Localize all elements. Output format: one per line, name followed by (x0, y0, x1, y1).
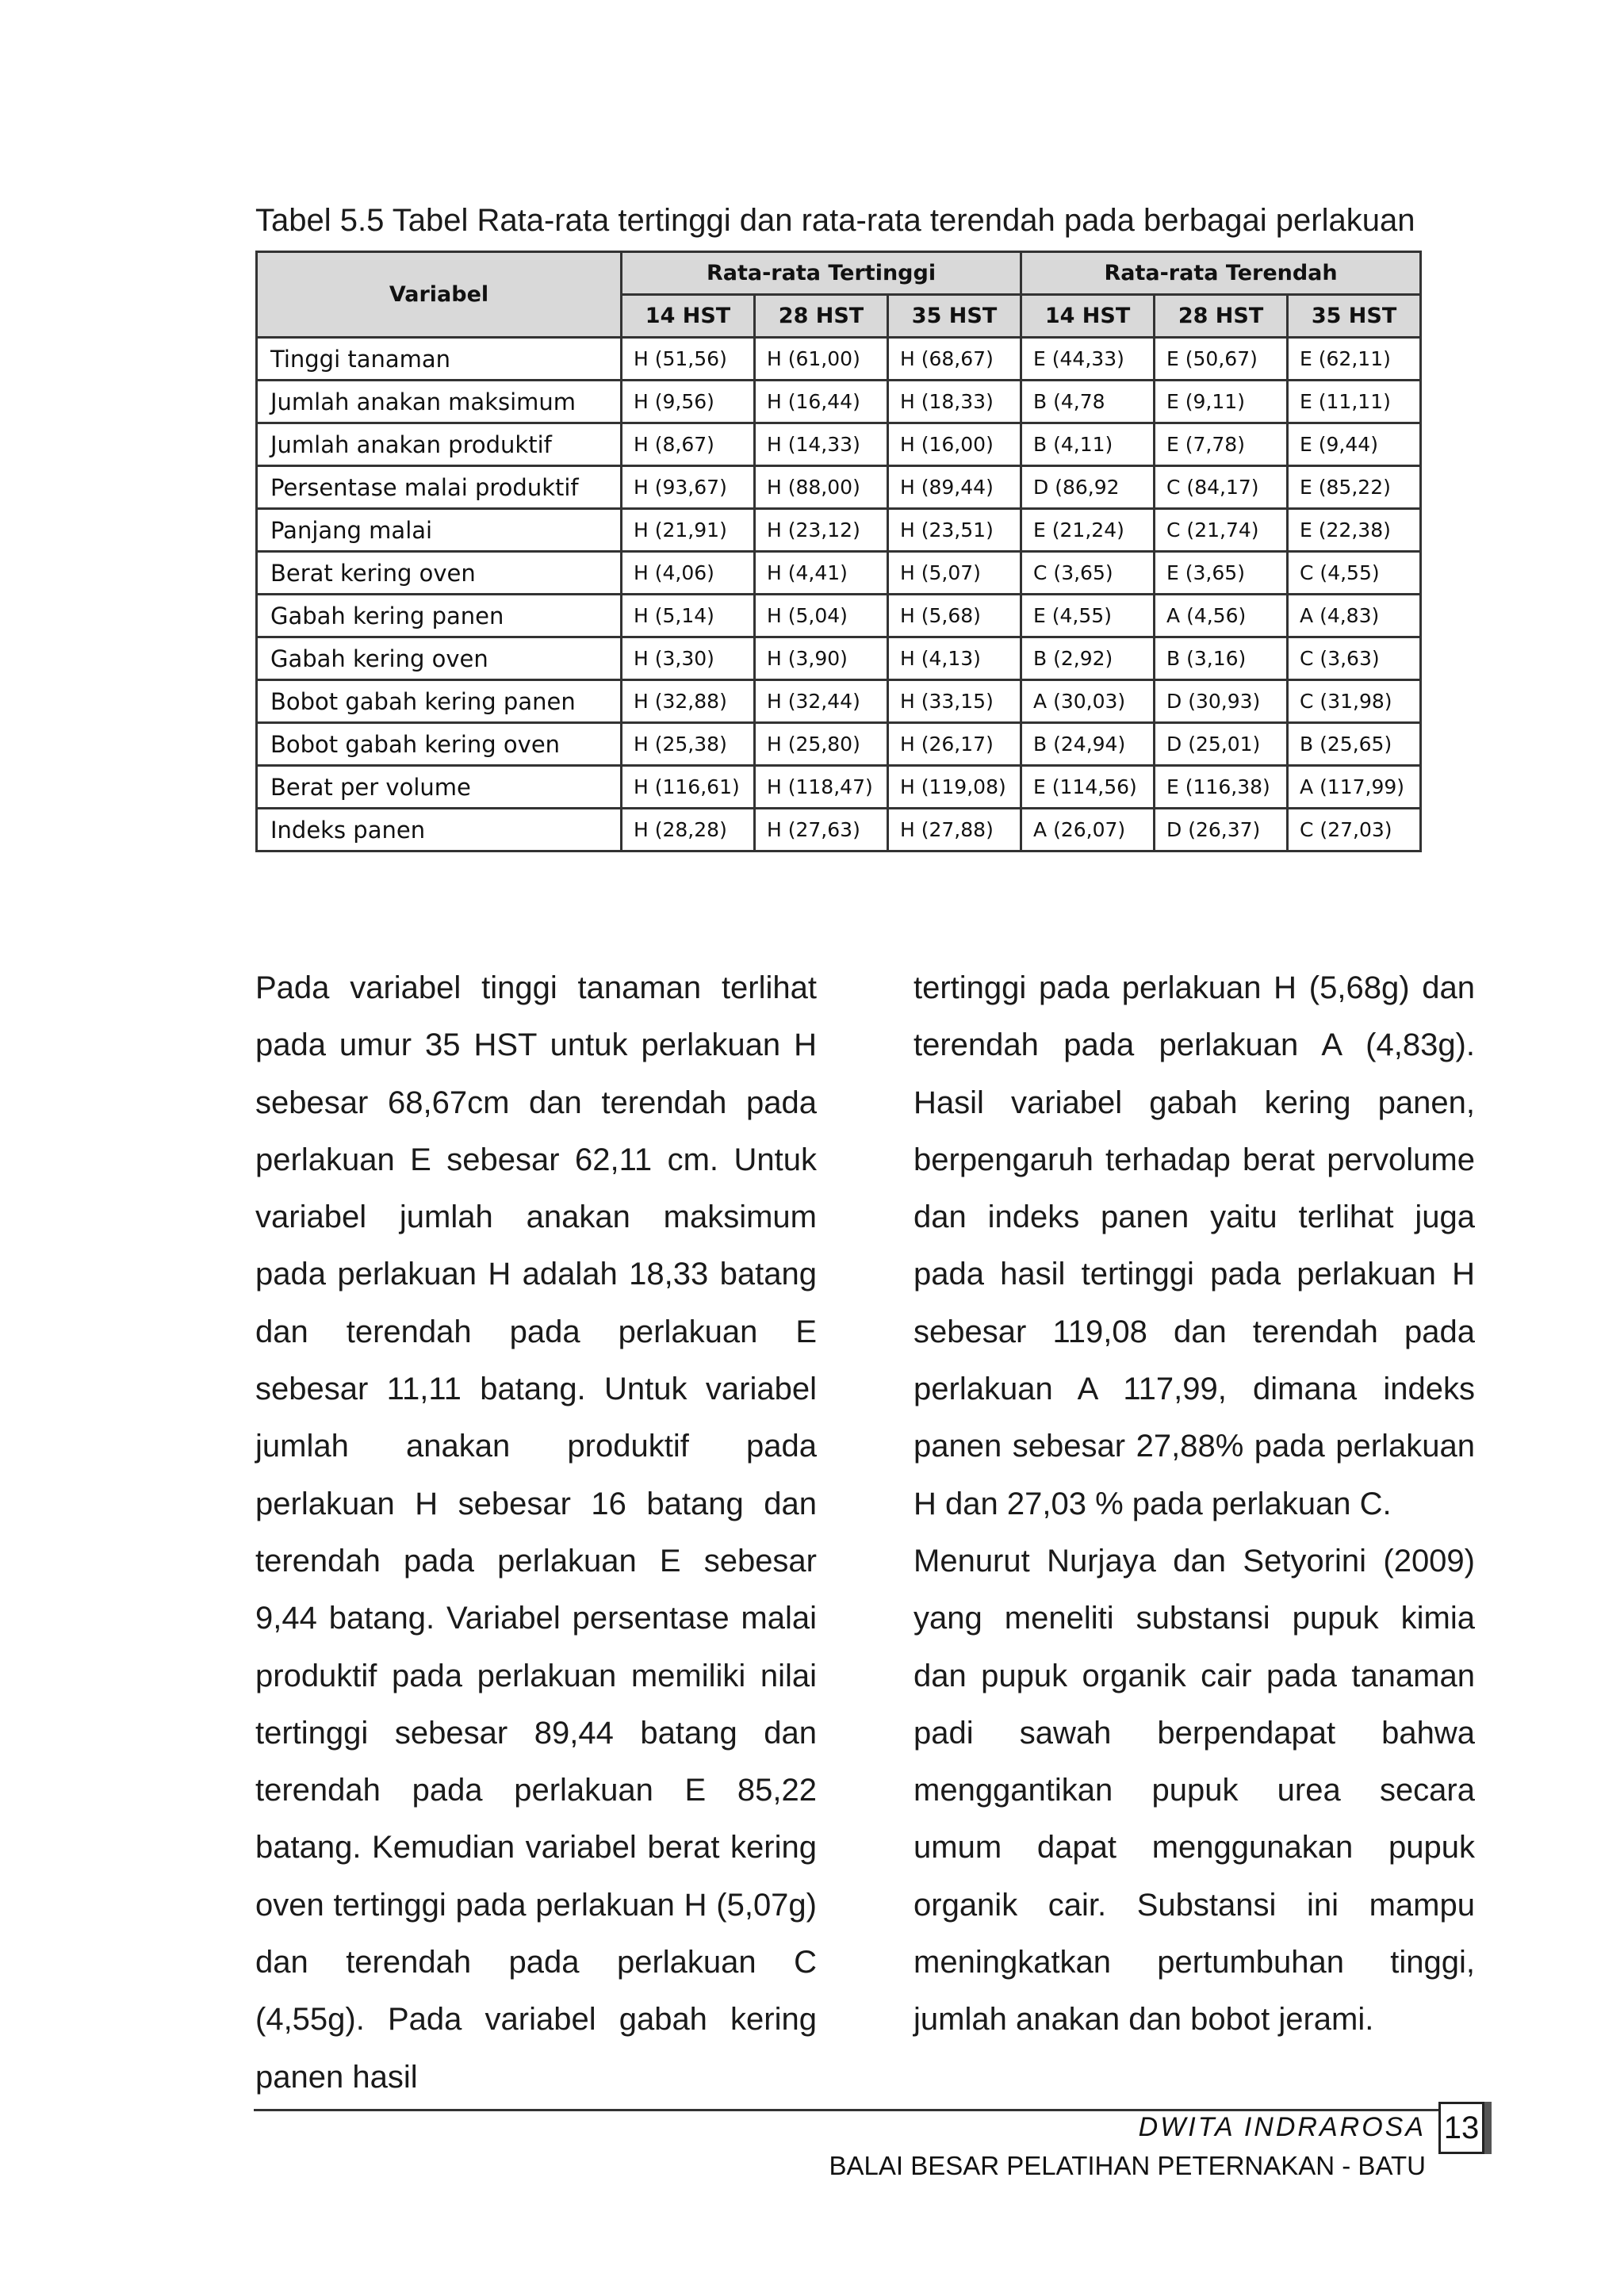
footer-author: DWITA INDRAROSA (1138, 2112, 1426, 2142)
value-cell: H (5,07) (888, 552, 1021, 595)
table-row (257, 766, 1421, 809)
value-cell: H (8,67) (622, 423, 755, 466)
variable-cell: Jumlah anakan produktif (257, 423, 622, 466)
value-cell: E (7,78) (1155, 423, 1288, 466)
value-cell: B (3,16) (1155, 637, 1288, 680)
variable-cell: Gabah kering oven (257, 637, 622, 680)
value-cell: A (4,56) (1155, 595, 1288, 637)
value-cell: E (50,67) (1155, 338, 1288, 381)
value-cell: E (21,24) (1021, 509, 1155, 552)
table-body (257, 338, 1421, 851)
data-table (255, 251, 1422, 852)
value-cell: H (21,91) (622, 509, 755, 552)
value-cell: A (26,07) (1021, 809, 1155, 851)
value-cell: E (116,38) (1155, 766, 1288, 809)
value-cell: C (3,63) (1288, 637, 1421, 680)
table-row (257, 338, 1421, 381)
value-cell: H (5,68) (888, 595, 1021, 637)
variable-cell: Bobot gabah kering oven (257, 723, 622, 766)
value-cell: H (25,38) (622, 723, 755, 766)
value-cell: A (117,99) (1288, 766, 1421, 809)
table-row (257, 680, 1421, 723)
value-cell: E (9,11) (1155, 381, 1288, 423)
header-group-low: Rata-rata Terendah (1021, 252, 1421, 295)
value-cell: H (27,63) (755, 809, 888, 851)
header-sub-column: 35 HST (1288, 295, 1421, 338)
value-cell: D (25,01) (1155, 723, 1288, 766)
value-cell: C (4,55) (1288, 552, 1421, 595)
value-cell: H (88,00) (755, 466, 888, 509)
value-cell: H (51,56) (622, 338, 755, 381)
table-row (257, 423, 1421, 466)
value-cell: B (2,92) (1021, 637, 1155, 680)
header-sub-column: 14 HST (1021, 295, 1155, 338)
value-cell: C (3,65) (1021, 552, 1155, 595)
value-cell: H (4,41) (755, 552, 888, 595)
value-cell: E (114,56) (1021, 766, 1155, 809)
value-cell: H (93,67) (622, 466, 755, 509)
table-row (257, 466, 1421, 509)
value-cell: H (119,08) (888, 766, 1021, 809)
paragraph: tertinggi pada perlakuan H (5,68g) dan terendah pada perlakuan A (4,83g). Hasil variabel gabah kering panen, berpengaruh terhadap berat pervolume dan indeks panen yaitu terlihat juga pada hasil tertinggi pada perlakuan H sebesar 119,08 dan terendah pada perlakuan A 117,99, dimana indeks panen sebesar 27,88% pada perlakuan H dan 27,03 % pada perlakuan C. (914, 970, 1475, 1521)
value-cell: B (4,11) (1021, 423, 1155, 466)
value-cell: H (16,00) (888, 423, 1021, 466)
table-row (257, 809, 1421, 851)
left-column (255, 959, 817, 2106)
right-column (914, 959, 1475, 2049)
value-cell: E (9,44) (1288, 423, 1421, 466)
variable-cell: Berat per volume (257, 766, 622, 809)
footer-divider (254, 2109, 1491, 2111)
value-cell: H (3,90) (755, 637, 888, 680)
value-cell: E (3,65) (1155, 552, 1288, 595)
value-cell: H (28,28) (622, 809, 755, 851)
value-cell: H (27,88) (888, 809, 1021, 851)
value-cell: E (4,55) (1021, 595, 1155, 637)
table-row (257, 509, 1421, 552)
value-cell: H (23,51) (888, 509, 1021, 552)
table-row (257, 381, 1421, 423)
value-cell: E (11,11) (1288, 381, 1421, 423)
value-cell: H (4,06) (622, 552, 755, 595)
value-cell: H (32,88) (622, 680, 755, 723)
value-cell: H (23,12) (755, 509, 888, 552)
variable-cell: Indeks panen (257, 809, 622, 851)
table-row (257, 637, 1421, 680)
header-sub-column: 28 HST (755, 295, 888, 338)
value-cell: C (27,03) (1288, 809, 1421, 851)
value-cell: H (18,33) (888, 381, 1021, 423)
value-cell: D (26,37) (1155, 809, 1288, 851)
table-row (257, 595, 1421, 637)
table-row (257, 723, 1421, 766)
variable-cell: Persentase malai produktif (257, 466, 622, 509)
variable-cell: Bobot gabah kering panen (257, 680, 622, 723)
paragraph: Pada variabel tinggi tanaman terlihat pada umur 35 HST untuk perlakuan H sebesar 68,67cm dan terendah pada perlakuan E sebesar 62,11 cm. Untuk variabel jumlah anakan maksimum pada perlakuan H adalah 18,33 batang dan terendah pada perlakuan E sebesar 11,11 batang. Untuk variabel jumlah anakan produktif pada perlakuan H sebesar 16 batang dan terendah pada perlakuan E sebesar 9,44 batang. Variabel persentase malai produktif pada perlakuan memiliki nilai tertinggi sebesar 89,44 batang dan terendah pada perlakuan E 85,22 batang. Kemudian variabel berat kering oven tertinggi pada perlakuan H (5,07g) dan terendah pada perlakuan C (4,55g). Pada variabel gabah kering panen hasil (255, 970, 817, 2095)
value-cell: H (5,14) (622, 595, 755, 637)
value-cell: A (30,03) (1021, 680, 1155, 723)
value-cell: H (118,47) (755, 766, 888, 809)
table-caption: Tabel 5.5 Tabel Rata-rata tertinggi dan rata-rata terendah pada berbagai perlakuan (255, 203, 1415, 238)
value-cell: C (84,17) (1155, 466, 1288, 509)
value-cell: B (24,94) (1021, 723, 1155, 766)
value-cell: H (33,15) (888, 680, 1021, 723)
table-row (257, 552, 1421, 595)
value-cell: H (25,80) (755, 723, 888, 766)
variable-cell: Gabah kering panen (257, 595, 622, 637)
value-cell: H (89,44) (888, 466, 1021, 509)
variable-cell: Panjang malai (257, 509, 622, 552)
header-sub-column: 28 HST (1155, 295, 1288, 338)
value-cell: D (86,92 (1021, 466, 1155, 509)
value-cell: C (31,98) (1288, 680, 1421, 723)
value-cell: E (22,38) (1288, 509, 1421, 552)
variable-cell: Berat kering oven (257, 552, 622, 595)
page-number: 13 (1438, 2102, 1484, 2154)
value-cell: B (4,78 (1021, 381, 1155, 423)
value-cell: H (26,17) (888, 723, 1021, 766)
variable-cell: Tinggi tanaman (257, 338, 622, 381)
value-cell: H (61,00) (755, 338, 888, 381)
value-cell: H (5,04) (755, 595, 888, 637)
value-cell: D (30,93) (1155, 680, 1288, 723)
value-cell: H (116,61) (622, 766, 755, 809)
footer-organization: BALAI BESAR PELATIHAN PETERNAKAN - BATU (829, 2151, 1426, 2180)
header-sub-column: 35 HST (888, 295, 1021, 338)
value-cell: H (9,56) (622, 381, 755, 423)
value-cell: E (85,22) (1288, 466, 1421, 509)
header-group-high: Rata-rata Tertinggi (622, 252, 1021, 295)
value-cell: H (4,13) (888, 637, 1021, 680)
value-cell: E (62,11) (1288, 338, 1421, 381)
value-cell: H (68,67) (888, 338, 1021, 381)
value-cell: A (4,83) (1288, 595, 1421, 637)
value-cell: E (44,33) (1021, 338, 1155, 381)
value-cell: B (25,65) (1288, 723, 1421, 766)
value-cell: H (16,44) (755, 381, 888, 423)
value-cell: H (14,33) (755, 423, 888, 466)
variable-cell: Jumlah anakan maksimum (257, 381, 622, 423)
value-cell: C (21,74) (1155, 509, 1288, 552)
header-sub-column: 14 HST (622, 295, 755, 338)
value-cell: H (3,30) (622, 637, 755, 680)
paragraph: Menurut Nurjaya dan Setyorini (2009) yang meneliti substansi pupuk kimia dan pupuk organik cair pada tanaman padi sawah berpendapat bahwa menggantikan pupuk urea secara umum dapat menggunakan pupuk organik cair. Substansi ini mampu meningkatkan pertumbuhan tinggi, jumlah anakan dan bobot jerami. (914, 1543, 1475, 2038)
header-variable: Variabel (257, 252, 622, 338)
value-cell: H (32,44) (755, 680, 888, 723)
